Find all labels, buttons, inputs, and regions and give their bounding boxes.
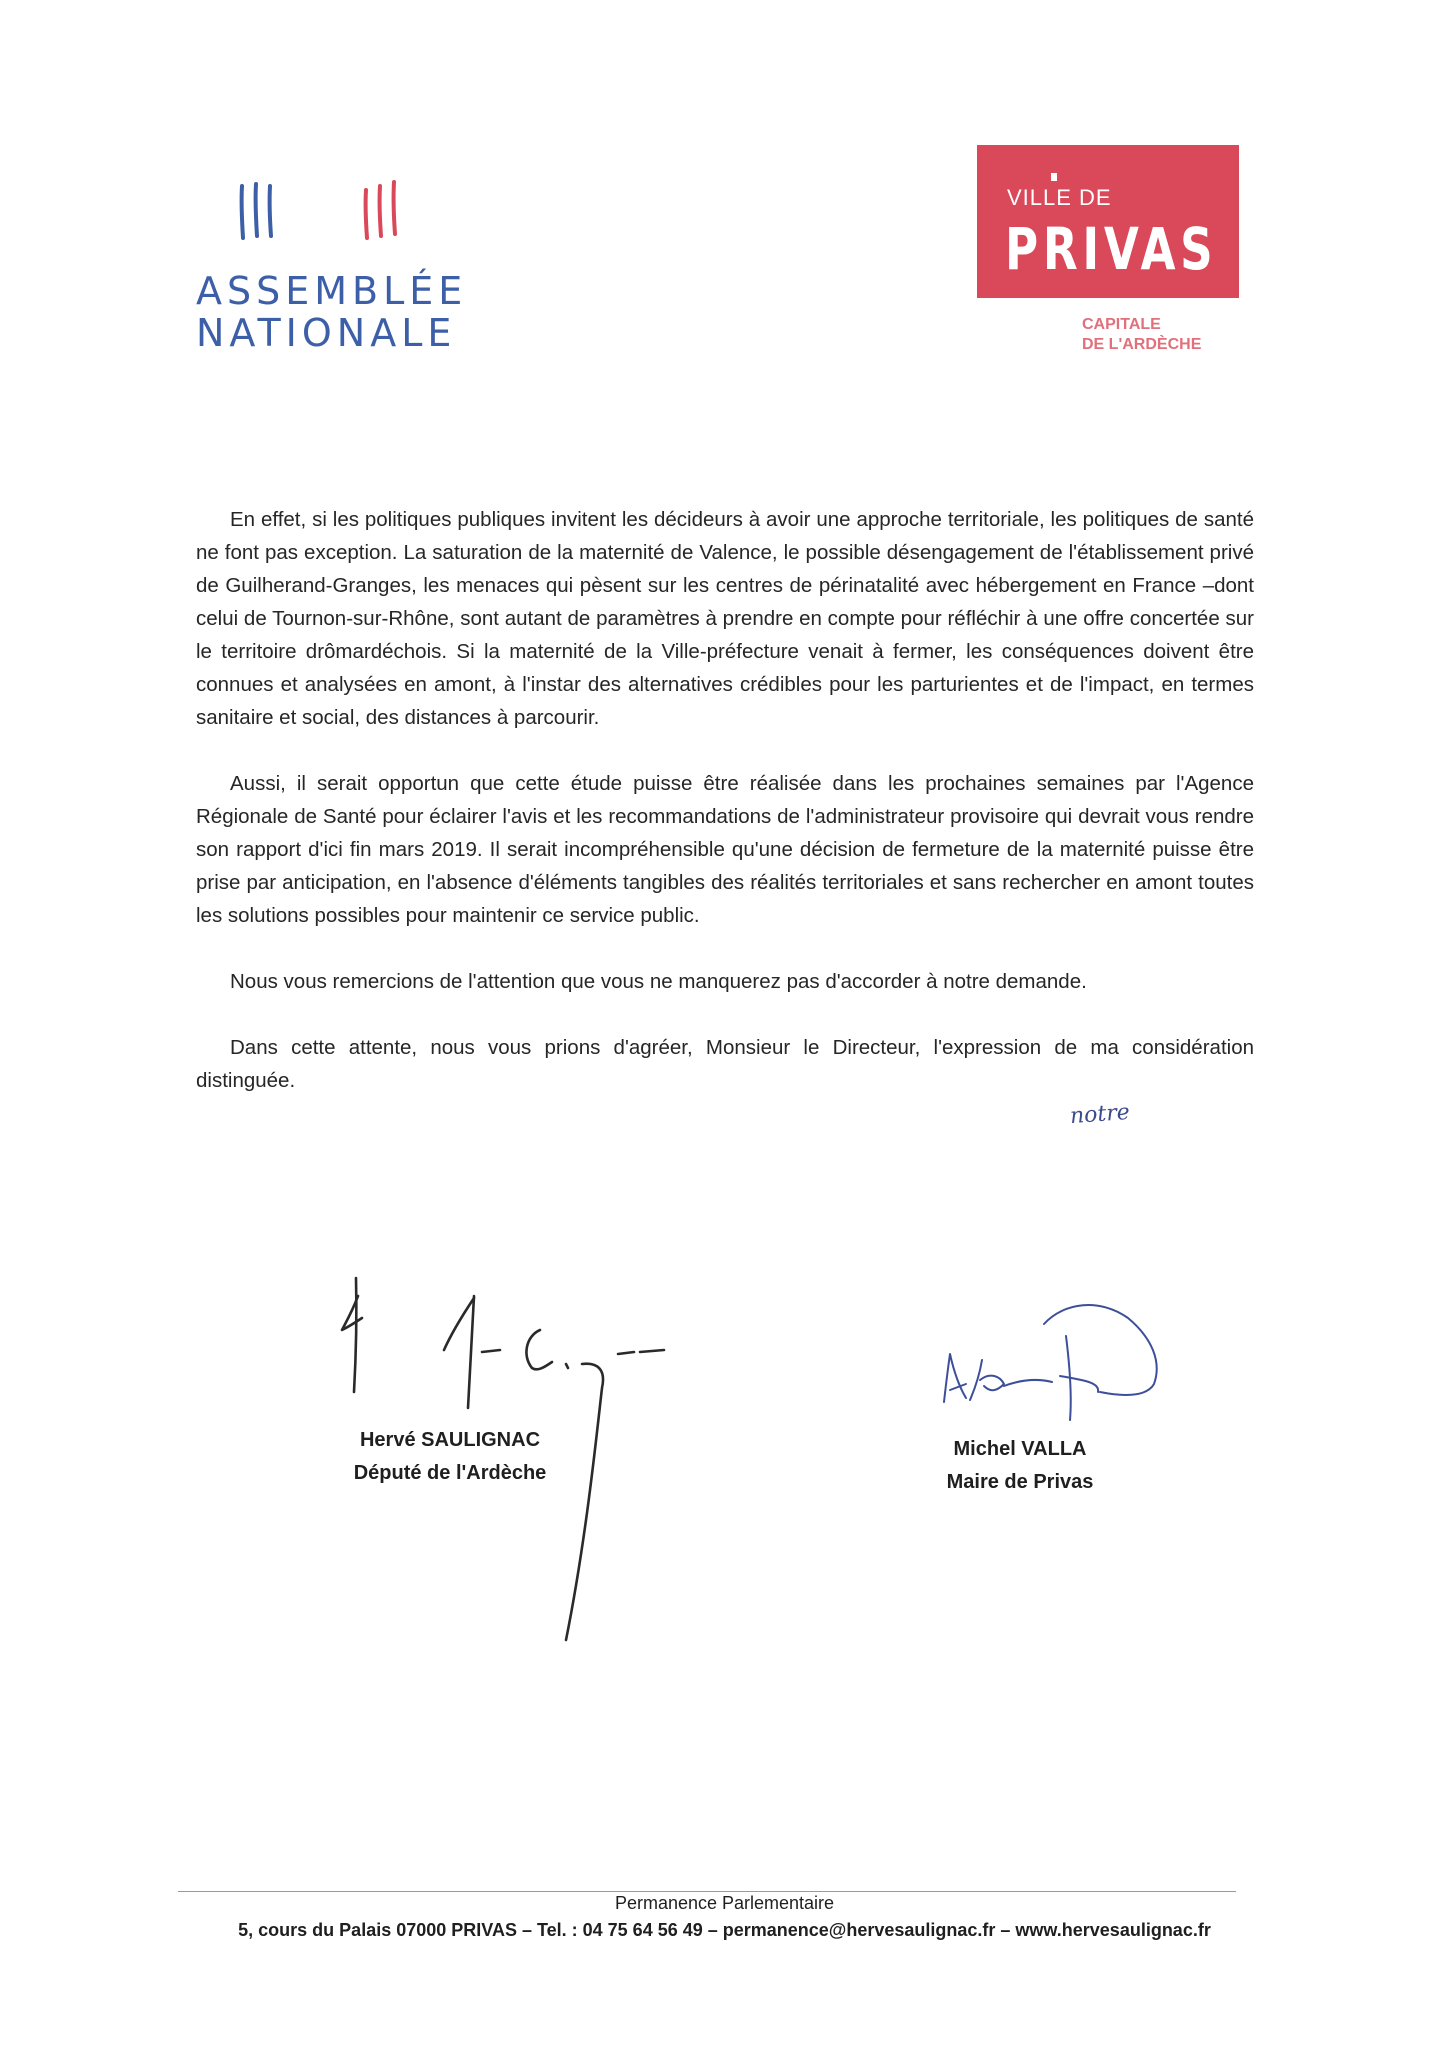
logo-line-2: NATIONALE (196, 311, 457, 355)
assemblee-nationale-logo (196, 178, 466, 358)
privas-tagline (1082, 315, 1201, 355)
letter-body (196, 503, 1254, 1130)
paragraph-1: En effet, si les politiques publiques invitent les décideurs à avoir une approche territoriale, les politiques de santé ne font pas exception. La saturation de la maternité de Valence, le possible désengagement de l'établissement privé de Guilherand-Granges, les menaces qui pèsent sur les centres de périnatalité avec hébergement en France –dont celui de Tournon-sur-Rhône, sont autant de paramètres à prendre en compte pour réfléchir à une offre concertée sur le territoire drômardéchois. Si la maternité de la Ville-préfecture venait à fermer, les conséquences doivent être connues et analysées en amont, à l'instar des alternatives crédibles pour les parturientes et de l'impact, en termes sanitaire et social, des distances à parcourir. (196, 508, 1254, 729)
footer-address: 5, cours du Palais 07000 PRIVAS – Tel. : 04 75 64 56 49 – permanence@hervesaulignac.fr – www.hervesaulignac.fr (238, 1920, 1211, 1940)
paragraph-3: Nous vous remercions de l'attention que vous ne manquerez pas d'accorder à notre demande. (230, 970, 1087, 993)
logo-accent-mark (1051, 173, 1057, 181)
signer-title: Député de l'Ardèche (353, 1462, 547, 1484)
logo-big-text: PRIVAS (1005, 215, 1218, 283)
logo-small-text: VILLE DE (1007, 185, 1112, 210)
logo-line-1: ASSEMBLÉE (196, 269, 468, 313)
footer-title: Permanence Parlementaire (614, 1893, 835, 1913)
paragraph-2: Aussi, il serait opportun que cette étude puisse être réalisée dans les prochaines semaines par l'Agence Régionale de Santé pour éclairer l'avis et les recommandations de l'administrateur provisoire qui devrait vous rendre son rapport d'ici fin mars 2019. Il serait incompréhensible qu'une décision de fermeture de la maternité puisse être prise par anticipation, en l'absence d'éléments tangibles des réalités territoriales et sans rechercher en amont toutes les solutions possibles pour maintenir ce service public. (196, 772, 1254, 927)
signer-title: Maire de Privas (946, 1471, 1094, 1493)
handwritten-correction: notre (1069, 1099, 1131, 1130)
tagline-line-1: CAPITALE (1082, 316, 1161, 333)
signer-name: Michel VALLA (953, 1438, 1087, 1460)
signer-saulignac (330, 1424, 570, 1490)
ville-de-privas-logo (977, 145, 1239, 298)
signer-name: Hervé SAULIGNAC (359, 1429, 541, 1451)
assemblee-nationale-wordmark (196, 270, 466, 354)
signer-valla (900, 1433, 1140, 1499)
tricolor-bars-icon (238, 178, 438, 242)
footer-divider (178, 1891, 1236, 1892)
signature-valla (944, 1305, 1157, 1420)
paragraph-4: Dans cette attente, nous vous prions d'agréer, Monsieur le Directeur, l'expression de ma considération distinguée. (196, 1036, 1254, 1092)
tagline-line-2: DE L'ARDÈCHE (1082, 336, 1202, 353)
